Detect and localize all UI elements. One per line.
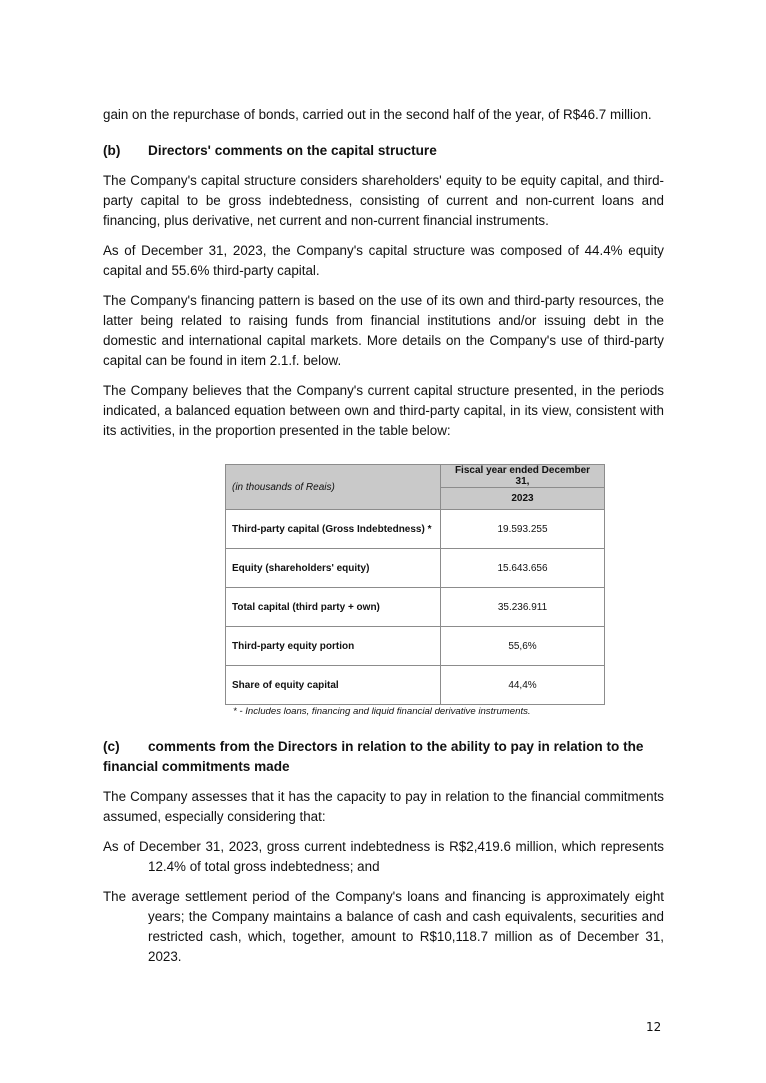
row-value: 35.236.911: [441, 588, 605, 627]
table-row: [226, 627, 605, 666]
list-item-settlement-period: The average settlement period of the Company's loans and financing is approximately eight years; the Company maintains a balance of cash and cash equivalents, securities and restricted cash, which, together, amount to R$10,118.7 million as of December 31, 2023.: [103, 889, 664, 964]
paragraph-financing-pattern: The Company's financing pattern is based on the use of its own and third-party resources, the latter being related to raising funds from financial institutions and/or issuing debt in the domestic and international capital markets. More details on the Company's use of third-party capital can be found in item 2.1.f. below.: [103, 293, 664, 368]
table-footnote: * - Includes loans, financing and liquid financial derivative instruments.: [233, 706, 531, 717]
table-row: [226, 549, 605, 588]
section-b-number: (b): [103, 143, 121, 158]
capital-structure-table: [225, 464, 605, 705]
section-c-heading: [103, 737, 664, 777]
section-b-heading: [103, 141, 664, 161]
table-row: [226, 666, 605, 705]
period-header: Fiscal year ended December 31,: [441, 465, 605, 488]
section-c: [103, 737, 664, 967]
paragraph-payment-capacity: The Company assesses that it has the capacity to pay in relation to the financial commitments assumed, especially considering that:: [103, 789, 664, 824]
table-row: [226, 510, 605, 549]
row-label: Third-party equity portion: [226, 627, 441, 666]
table-row: [226, 588, 605, 627]
row-label: Total capital (third party + own): [226, 588, 441, 627]
paragraph-capital-definition: The Company's capital structure considers shareholders' equity to be equity capital, and third-party capital to be gross indebtedness, consisting of current and non-current loans and financing, plus derivative, net current and non-current financial instruments.: [103, 173, 664, 228]
page-body: [103, 105, 664, 441]
section-b-title: Directors' comments on the capital structure: [148, 143, 437, 158]
paragraph-balanced-equation: The Company believes that the Company's current capital structure presented, in the periods indicated, a balanced equation between own and third-party capital, in its view, consistent with its activities, in the proportion presented in the table below:: [103, 383, 664, 438]
paragraph-bond-repurchase: gain on the repurchase of bonds, carried out in the second half of the year, of R$46.7 million.: [103, 107, 652, 122]
row-label: Third-party capital (Gross Indebtedness) *: [226, 510, 441, 549]
row-value: 44,4%: [441, 666, 605, 705]
section-c-number: (c): [103, 739, 120, 754]
section-c-title: comments from the Directors in relation to the ability to pay in relation to the financial commitments made: [103, 739, 644, 774]
row-value: 55,6%: [441, 627, 605, 666]
units-label: (in thousands of Reais): [226, 465, 441, 510]
row-label: Equity (shareholders' equity): [226, 549, 441, 588]
paragraph-capital-composition: As of December 31, 2023, the Company's capital structure was composed of 44.4% equity capital and 55.6% third-party capital.: [103, 243, 664, 278]
table-header-row: [226, 465, 605, 488]
row-value: 15.643.656: [441, 549, 605, 588]
year-header: 2023: [441, 488, 605, 510]
row-value: 19.593.255: [441, 510, 605, 549]
row-label: Share of equity capital: [226, 666, 441, 705]
page-number: 12: [646, 1020, 662, 1034]
list-item-current-indebtedness: As of December 31, 2023, gross current indebtedness is R$2,419.6 million, which represents 12.4% of total gross indebtedness; and: [103, 839, 664, 874]
